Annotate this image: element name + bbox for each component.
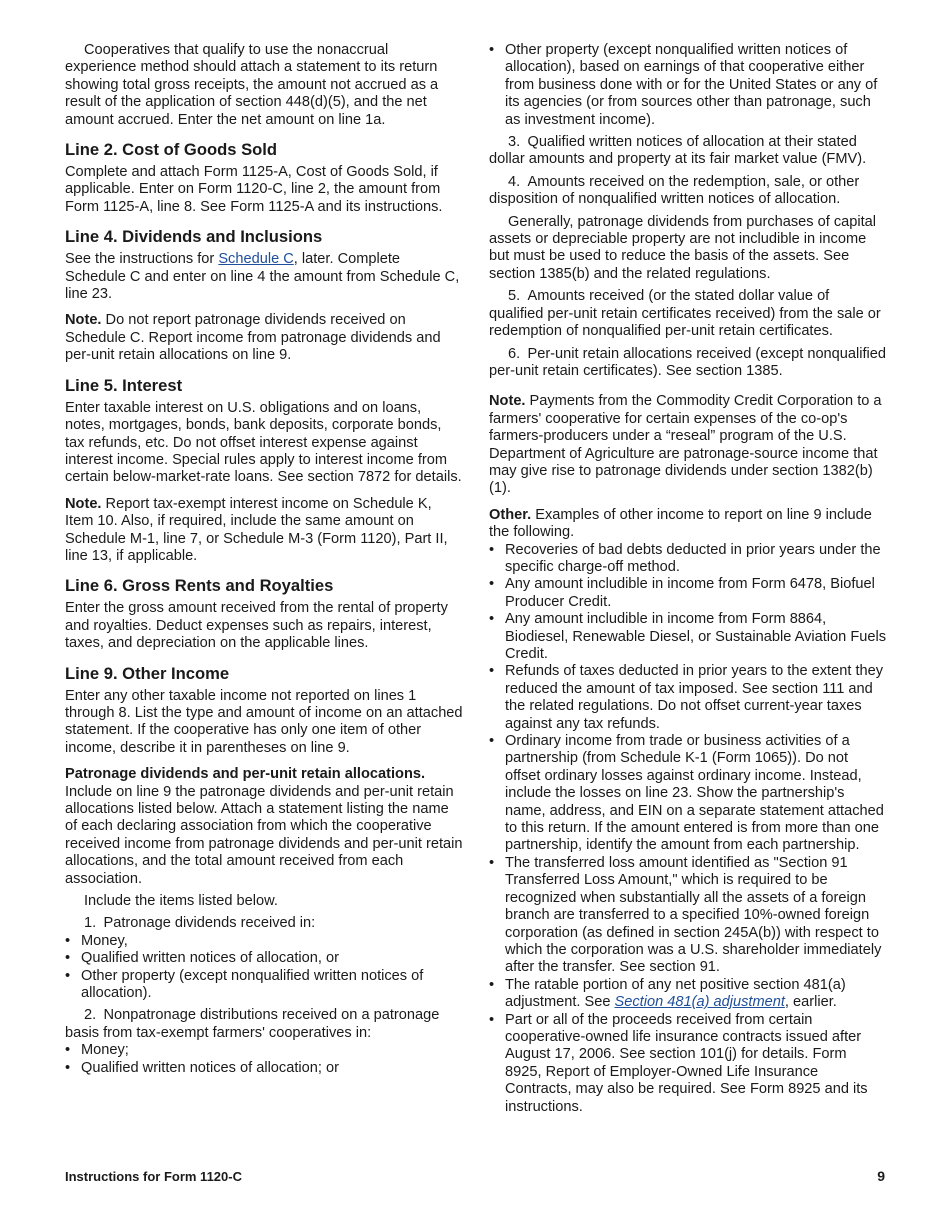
list-item: • Any amount includible in income from Form 6478, Biofuel Producer Credit. [489,576,887,611]
page-number: 9 [877,1168,885,1184]
note-ccc [489,393,887,497]
list-item: • Any amount includible in income from Form 8864, Biodiesel, Renewable Diesel, or Sustainable Aviation Fuels Credit. [489,611,887,663]
other-paragraph [489,507,887,542]
note-patronage [65,312,463,364]
heading-line9: Line 9. Other Income [65,663,230,683]
note-text: Payments from the Commodity Credit Corporation to a farmers' cooperative for certain expenses of the co-op's farmers-producers under a “reseal” program of the U.S. Department of Agriculture are patronage-source income that may give rise to patronage dividends under section 1382(b)(1). [489,393,882,497]
left-column [65,42,463,1077]
note-label: Note. [65,495,102,512]
intro-paragraph: Cooperatives that qualify to use the nonaccrual experience method should attach a statement to its return showing total gross receipts, the amount not accrued as a result of the application of section 448(d)(5), and the net amount accrued. Enter the net amount on line 1a. [65,42,439,128]
footer-title: Instructions for Form 1120-C [65,1169,242,1184]
patronage-text: Include on line 9 the patronage dividends and per-unit retain allocations listed below. Attach a statement listing the name of each declaring association from which the cooperative received income from patronage dividends and per-unit retain allocations, and the total amount received from each association. [65,783,463,887]
note-label: Note. [489,393,526,410]
list-item: • Other property (except nonqualified written notices of allocation). [65,968,463,1003]
note-text: Report tax-exempt interest income on Schedule K, Item 10. Also, if required, include the same amount on Schedule M-1, line 7, or Schedule M-3 (Form 1120), Part II, line 13, if applicable. [65,495,448,564]
note-label: Note. [65,312,102,329]
note-text: Do not report patronage dividends received on Schedule C. Report income from patronage dividends and per-unit retain allocations on line 9. [65,312,441,364]
list-item: • Money; [65,1042,463,1059]
patronage-label: Patronage dividends and per-unit retain allocations. [65,766,426,783]
include-items-text: Include the items listed below. [84,893,278,910]
line6-paragraph: Enter the gross amount received from the rental of property and royalties. Deduct expenses such as repairs, interest, taxes, and depreciation on the applicable lines. [65,600,448,652]
list-item: • Refunds of taxes deducted in prior years to the extent they reduced the amount of tax imposed. See section 111 and the related regulations. Do not offset current-year taxes against any tax refunds. [489,663,887,733]
ratable-text-post: , earlier. [784,994,837,1011]
note-tax-exempt [65,496,463,566]
heading-line6: Line 6. Gross Rents and Royalties [65,576,334,596]
patronage-paragraph [65,766,463,888]
line5-paragraph: Enter taxable interest on U.S. obligations and on loans, notes, mortgages, bonds, bank deposits, corporate bonds, tax refunds, etc. Do not offset interest expense against interest income. Special rules apply to interest income from certain below-market-rate loans. See section 7872 for details. [65,399,462,486]
other-text: Examples of other income to report on line 9 include the following. [489,506,872,541]
list-item: • Qualified written notices of allocation; or [65,1060,463,1077]
generally-paragraph: Generally, patronage dividends from purchases of capital assets or depreciable property are not includible in income but must be used to reduce the basis of the assets. See section 1385(b) and the related regulations. [489,213,877,282]
list-item: • Other property (except nonqualified written notices of allocation), based on earnings of that cooperative either from business done with or for the United States or any of its agencies (or from sources other than patronage, such as investment income). [489,42,887,129]
heading-line5: Line 5. Interest [65,375,183,395]
line9-paragraph: Enter any other taxable income not reported on lines 1 through 8. List the type and amount of income on an attached statement. If the cooperative has only one item of other income, describe it in parentheses on line 9. [65,687,463,756]
line4-text-post: , later. Complete Schedule C and enter on line 4 the amount from Schedule C, line 23. [65,251,460,303]
heading-line2: Line 2. Cost of Goods Sold [65,140,278,160]
section-481a-link[interactable]: Section 481(a) adjustment [614,994,785,1011]
list-item: • Qualified written notices of allocation, or [65,950,463,967]
right-column [489,42,887,1116]
list-item: • The transferred loss amount identified as "Section 91 Transferred Loss Amount," which is required to be recognized when substantially all the assets of a foreign branch are transferred to a specified 10%-owned foreign corporation (as defined in section 245A(b)) with respect to which the corporation was a U.S. shareholder immediately after the transfer. See section 91. [489,855,887,977]
item-2: 2. Nonpatronage distributions received on a patronage basis from tax-exempt farmers' cooperatives in: [65,1007,440,1041]
list-item: • Money, [65,933,463,950]
item-4: 4. Amounts received on the redemption, sale, or other disposition of nonqualified written notices of allocation. [489,173,860,208]
item-3: 3. Qualified written notices of allocation at their stated dollar amounts and property at its fair market value (FMV). [489,134,867,168]
ratable-text-pre: The ratable portion of any net positive section 481(a) adjustment. See [505,976,846,1011]
line4-text-pre: See the instructions for [65,251,219,268]
list-item: • Recoveries of bad debts deducted in prior years under the specific charge-off method. [489,542,887,577]
line2-paragraph: Complete and attach Form 1125-A, Cost of Goods Sold, if applicable. Enter on Form 1120-C, line 2, the amount from Form 1125-A, line 8. See Form 1125-A and its instructions. [65,164,443,215]
item-1: 1. Patronage dividends received in: [84,915,316,932]
list-item: • Part or all of the proceeds received from certain cooperative-owned life insurance contracts issued after August 17, 2006. See section 101(j) for details. Form 8925, Report of Employer-Owned Life Insurance Contracts, may also be required. See Form 8925 and its instructions. [489,1012,887,1116]
heading-line4: Line 4. Dividends and Inclusions [65,227,323,247]
other-label: Other. [489,506,532,523]
schedule-c-link[interactable]: Schedule C [218,251,294,268]
list-item: • Ordinary income from trade or business activities of a partnership (from Schedule K-1 (Form 1065)). Do not offset ordinary losses against ordinary income. Instead, include the losses on line 23. Show the partnership's name, address, and EIN on a separate statement attached to this return. If the amount entered is from more than one partnership, identify the amount from each partnership. [489,733,887,855]
item-5: 5. Amounts received (or the stated dollar value of qualified per-unit retain certificates received) from the sale or redemption of nonqualified per-unit retain certificates. [489,288,881,340]
line4-paragraph [65,251,463,303]
list-item [489,977,887,1012]
item-6: 6. Per-unit retain allocations received (except nonqualified per-unit retain certificates). See section 1385. [489,345,887,379]
